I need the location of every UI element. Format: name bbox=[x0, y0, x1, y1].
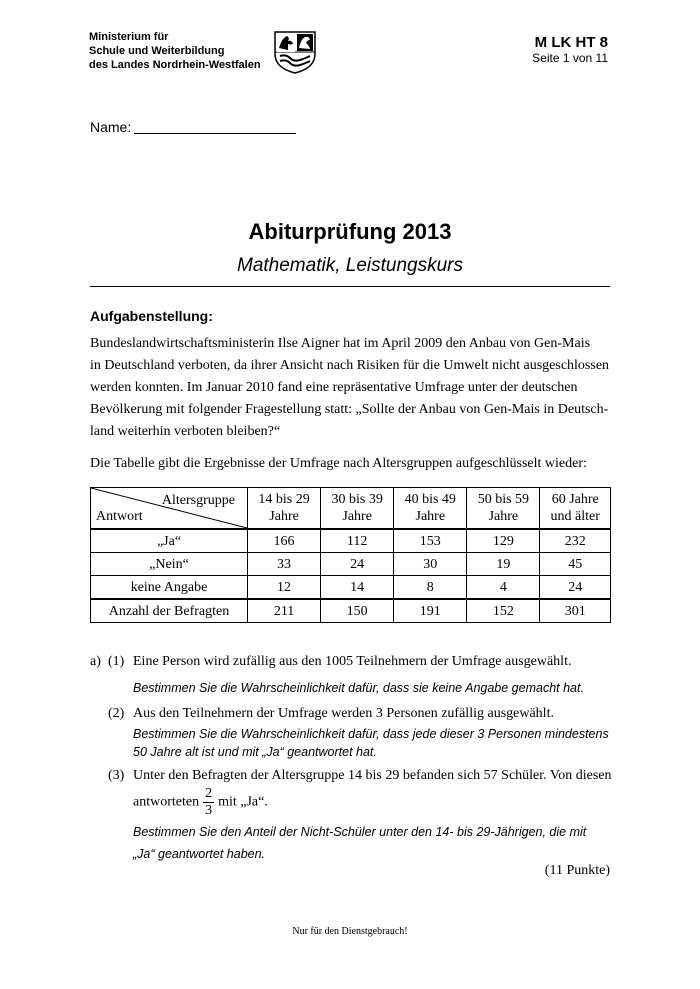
table-cell: 166 bbox=[248, 529, 321, 553]
table-cell: 112 bbox=[321, 529, 394, 553]
table-cell: 301 bbox=[540, 599, 611, 623]
table-cell: 24 bbox=[321, 553, 394, 576]
table-cell: 232 bbox=[540, 529, 611, 553]
table-cell: 12 bbox=[248, 576, 321, 600]
table-cell: 45 bbox=[540, 553, 611, 576]
nrw-coat-of-arms-icon bbox=[272, 30, 318, 74]
ministry-name bbox=[89, 30, 264, 72]
task-text: Aus den Teilnehmern der Umfrage werden 3 Personen zufällig ausgewählt. bbox=[133, 706, 554, 721]
table-cell: 14 bbox=[321, 576, 394, 600]
name-blank-line[interactable] bbox=[134, 119, 296, 134]
intro-line: werden konnten. Im Januar 2010 fand eine repräsentative Umfrage unter der deutschen bbox=[90, 380, 578, 395]
task-number: (1) bbox=[108, 654, 125, 669]
table-cell: 129 bbox=[467, 529, 540, 553]
table-header-row bbox=[91, 488, 611, 530]
row-label: Anzahl der Befragten bbox=[91, 599, 248, 623]
table-row bbox=[91, 529, 611, 553]
intro-text bbox=[90, 333, 612, 443]
task-instruction: „Ja“ geantwortet haben. bbox=[133, 847, 266, 861]
points-label: (11 Punkte) bbox=[544, 863, 610, 878]
table-cell: 8 bbox=[394, 576, 467, 600]
column-header: 60 Jahre und älter bbox=[540, 488, 611, 530]
table-cell: 19 bbox=[467, 553, 540, 576]
column-header: 40 bis 49 Jahre bbox=[394, 488, 467, 530]
page-title: Abiturprüfung 2013 bbox=[248, 219, 452, 244]
table-corner-cell bbox=[91, 488, 248, 530]
footer-note: Nur für den Dienstgebrauch! bbox=[292, 926, 408, 937]
row-label: „Nein“ bbox=[91, 553, 248, 576]
page-subtitle: Mathematik, Leistungskurs bbox=[237, 255, 463, 276]
corner-label-answer: Antwort bbox=[96, 509, 143, 524]
intro-line: Bevölkerung mit folgender Fragestellung statt: „Sollte der Anbau von Gen-Mais in Deutsch- bbox=[90, 402, 609, 417]
row-label: keine Angabe bbox=[91, 576, 248, 600]
task-text: Eine Person wird zufällig aus den 1005 Teilnehmern der Umfrage ausgewählt. bbox=[133, 654, 572, 669]
row-label: „Ja“ bbox=[91, 529, 248, 553]
task-part-label: a) bbox=[90, 654, 101, 669]
table-cell: 30 bbox=[394, 553, 467, 576]
task-text-with-fraction: antworteten $\frac{2}{3}$ mit „Ja“. bbox=[133, 786, 268, 818]
table-cell: 152 bbox=[467, 599, 540, 623]
task-instruction: 50 Jahre alt ist und mit „Ja“ geantwortet hat. bbox=[133, 745, 377, 759]
exam-code-block bbox=[532, 34, 608, 66]
page-info: Seite 1 von 11 bbox=[532, 51, 608, 65]
survey-table bbox=[90, 487, 611, 623]
table-cell: 150 bbox=[321, 599, 394, 623]
name-field[interactable] bbox=[90, 119, 296, 135]
table-cell: 33 bbox=[248, 553, 321, 576]
column-header: 50 bis 59 Jahre bbox=[467, 488, 540, 530]
title-divider bbox=[90, 286, 610, 287]
intro-line: land weiterhin verboten bleiben?“ bbox=[90, 424, 281, 439]
table-total-row bbox=[91, 599, 611, 623]
table-cell: 24 bbox=[540, 576, 611, 600]
task-text: Unter den Befragten der Altersgruppe 14 bis 29 befanden sich 57 Schüler. Von diesen bbox=[133, 768, 612, 783]
corner-label-age-group: Altersgruppe bbox=[161, 493, 235, 508]
section-heading: Aufgabenstellung: bbox=[90, 308, 213, 324]
intro-line: Bundeslandwirtschaftsministerin Ilse Aigner hat im April 2009 den Anbau von Gen-Mais bbox=[90, 336, 591, 351]
table-cell: 4 bbox=[467, 576, 540, 600]
task-instruction: Bestimmen Sie den Anteil der Nicht-Schüler unter den 14- bis 29-Jährigen, die mit bbox=[133, 825, 587, 839]
task-instruction: Bestimmen Sie die Wahrscheinlichkeit dafür, dass sie keine Angabe gemacht hat. bbox=[133, 681, 584, 695]
task-instruction: Bestimmen Sie die Wahrscheinlichkeit dafür, dass jede dieser 3 Personen mindestens bbox=[133, 727, 609, 741]
table-caption: Die Tabelle gibt die Ergebnisse der Umfrage nach Altersgruppen aufgeschlüsselt wieder: bbox=[90, 456, 587, 471]
column-header: 14 bis 29 Jahre bbox=[248, 488, 321, 530]
intro-line: in Deutschland verboten, da ihrer Ansicht nach Risiken für die Umwelt nicht ausgeschlossen bbox=[90, 358, 610, 373]
task-number: (3) bbox=[108, 768, 125, 783]
table-row bbox=[91, 576, 611, 600]
ministry-line: Schule und Weiterbildung bbox=[89, 45, 225, 57]
ministry-line: des Landes Nordrhein-Westfalen bbox=[89, 59, 261, 71]
table-cell: 211 bbox=[248, 599, 321, 623]
table-cell: 153 bbox=[394, 529, 467, 553]
exam-code: M LK HT 8 bbox=[534, 34, 608, 51]
fraction: $\frac{2}{3}$ bbox=[205, 786, 213, 818]
table-row bbox=[91, 553, 611, 576]
table-cell: 191 bbox=[394, 599, 467, 623]
name-label: Name: bbox=[90, 119, 132, 135]
ministry-line: Ministerium für bbox=[89, 31, 169, 43]
task-number: (2) bbox=[108, 706, 125, 721]
column-header: 30 bis 39 Jahre bbox=[321, 488, 394, 530]
